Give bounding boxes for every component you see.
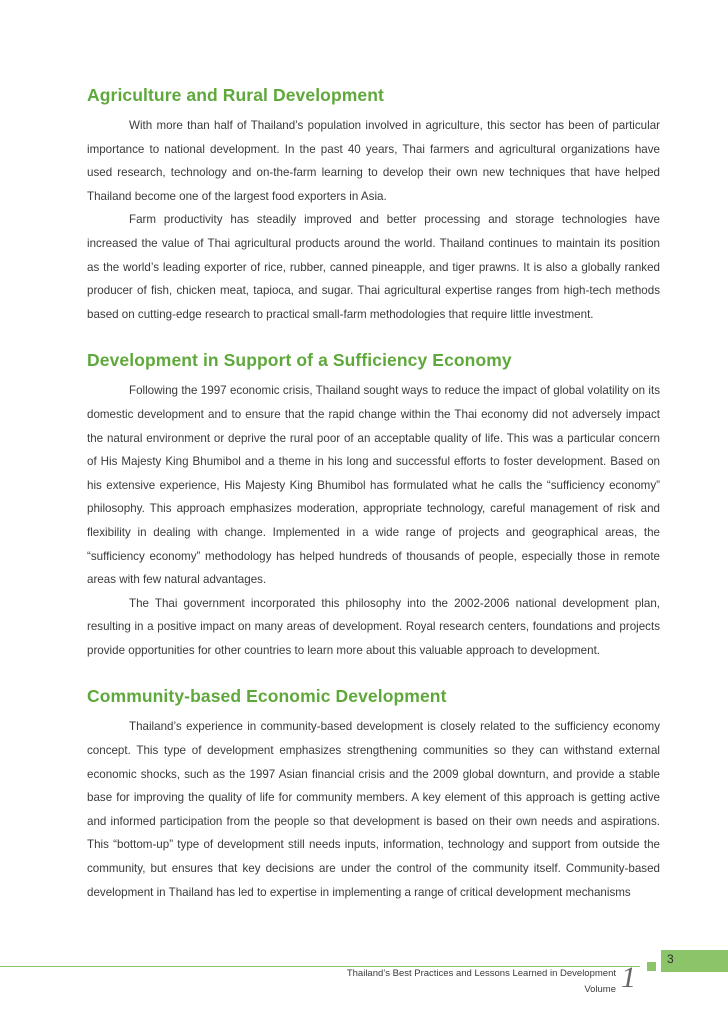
paragraph: With more than half of Thailand’s population involved in agriculture, this sector has been of particular importance to national development. In the past 40 years, Thai farmers and agricultural organizations have used research, technology and on-the-farm learning to develop their own new techniques that have helped Thailand become one of the largest food exporters in Asia. bbox=[87, 119, 660, 203]
section-heading: Development in Support of a Sufficiency Economy bbox=[87, 350, 512, 371]
footer-volume-label: Volume bbox=[584, 984, 616, 995]
section-heading: Agriculture and Rural Development bbox=[87, 85, 384, 105]
footer-volume-number: 1 bbox=[621, 961, 636, 994]
footer-publication-title: Thailand’s Best Practices and Lessons Learned in Development bbox=[346, 968, 616, 979]
paragraph: Following the 1997 economic crisis, Thailand sought ways to reduce the impact of global volatility on its domestic development and to ensure that the rapid change within the Thai economy did not adversely impact the natural environment or deprive the rural poor of an acceptable quality of life. This was a particular concern of His Majesty King Bhumibol and a theme in his long and successful efforts to foster development. Based on his extensive experience, His Majesty King Bhumibol has formulated what he calls the “sufficiency economy” philosophy. This approach emphasizes moderation, appropriate technology, careful management of risk and flexibility in dealing with change. Implemented in a wide range of projects and geographical areas, the “sufficiency economy” methodology has helped hundreds of thousands of people, especially those in remote areas with few natural advantages. bbox=[87, 384, 660, 587]
section-heading: Community-based Economic Development bbox=[87, 686, 447, 707]
footer-square-marker bbox=[647, 962, 656, 971]
paragraph: Farm productivity has steadily improved and better processing and storage technologies have increased the value of Thai agricultural products around the world. Thailand continues to maintain its position as the world’s leading exporter of rice, rubber, canned pineapple, and tiger prawns. It is also a globally ranked producer of fish, chicken meat, tapioca, and sugar. Thai agricultural expertise ranges from high-tech methods based on cutting-edge research to practical small-farm methodologies that require little investment. bbox=[87, 213, 660, 321]
section-sufficiency-economy bbox=[87, 348, 660, 662]
paragraph: Thailand’s experience in community-based development is closely related to the sufficiency economy concept. This type of development emphasizes strengthening communities so they can withstand external economic shocks, such as the 1997 Asian financial crisis and the 2009 global downturn, and provide a stable base for improving the quality of life for community members. A key element of this approach is getting active and informed participation from the people so that development is based on their own needs and aspirations. This “bottom-up” type of development still needs inputs, information, technology and support from outside the community, but ensures that key decisions are under the control of the community itself. Community-based development in Thailand has led to expertise in implementing a range of critical development mechanisms bbox=[87, 720, 660, 899]
section-agriculture bbox=[87, 83, 660, 326]
page-content bbox=[87, 83, 660, 926]
section-community-development bbox=[87, 684, 660, 904]
page-number: 3 bbox=[667, 952, 674, 966]
paragraph: The Thai government incorporated this philosophy into the 2002-2006 national development plan, resulting in a positive impact on many areas of development. Royal research centers, foundations and projects provide opportunities for other countries to learn more about this valuable approach to development. bbox=[87, 596, 660, 657]
